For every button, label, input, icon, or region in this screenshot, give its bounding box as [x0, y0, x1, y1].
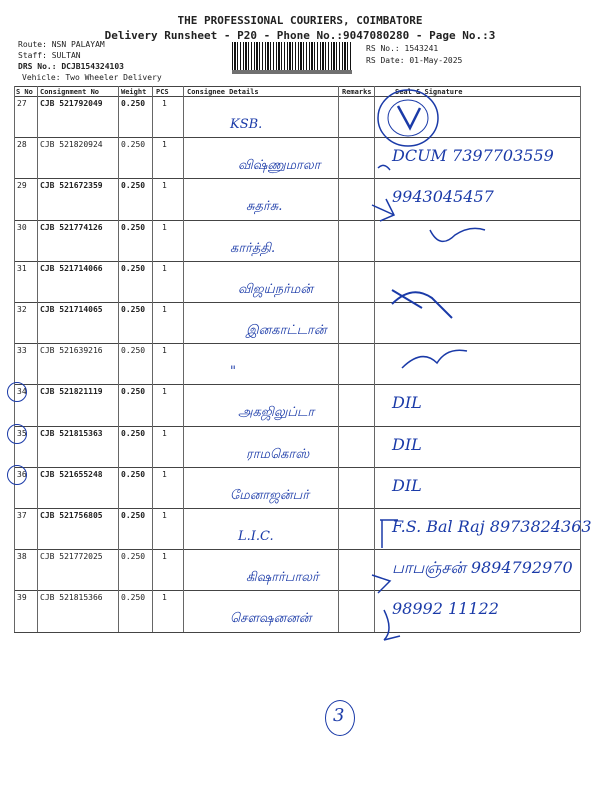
row-pcs: 1 [162, 552, 167, 561]
row-sno: 38 [17, 552, 27, 561]
row-pcs: 1 [162, 264, 167, 273]
col-header-consignment: Consignment No [40, 88, 100, 96]
row-consignee: " [230, 364, 236, 379]
row-pcs: 1 [162, 346, 167, 355]
row-sno: 36 [17, 470, 27, 479]
row-weight: 0.250 [121, 181, 146, 190]
row-sno: 30 [17, 223, 27, 232]
col-header-pcs: PCS [156, 88, 169, 96]
row-consignment-no: CJB 521815363 [40, 429, 103, 438]
drs-label: DRS No.: DCJB154324103 [18, 62, 124, 71]
company-title: THE PROFESSIONAL COURIERS, COIMBATORE [177, 14, 423, 27]
row-pcs: 1 [162, 511, 167, 520]
row-pcs: 1 [162, 593, 167, 602]
row-weight: 0.250 [121, 429, 146, 438]
row-consignment-no: CJB 521655248 [40, 470, 103, 479]
col-header-consignee: Consignee Details [187, 88, 259, 96]
row-pcs: 1 [162, 181, 167, 190]
row-signature: DIL [392, 393, 422, 412]
col-header-sno: S No [16, 88, 33, 96]
runsheet-subtitle: Delivery Runsheet - P20 - Phone No.:9047080280 - Page No.:3 [104, 29, 496, 42]
row-consignment-no: CJB 521772025 [40, 552, 103, 561]
col-header-remarks: Remarks [342, 88, 372, 96]
row-signature: 9943045457 [392, 187, 494, 206]
row-consignment-no: CJB 521756805 [40, 511, 103, 520]
row-consignment-no: CJB 521815366 [40, 593, 103, 602]
row-weight: 0.250 [121, 552, 146, 561]
rs-no-label: RS No.: 1543241 [366, 44, 439, 53]
row-consignee: KSB. [230, 117, 263, 132]
row-consignment-no: CJB 521820924 [40, 140, 103, 149]
row-pcs: 1 [162, 387, 167, 396]
row-consignee: சுதர்சு. [246, 199, 283, 214]
row-consignment-no: CJB 521714065 [40, 305, 103, 314]
row-weight: 0.250 [121, 305, 146, 314]
row-weight: 0.250 [121, 140, 146, 149]
row-consignee: கார்த்தி. [230, 241, 276, 256]
route-label: Route: NSN PALAYAM [18, 40, 105, 49]
col-header-weight: Weight [121, 88, 147, 96]
rs-date-label: RS Date: 01-May-2025 [366, 56, 463, 65]
row-signature: DIL [392, 435, 422, 454]
col-header-signature: Seal & Signature [395, 88, 463, 96]
row-consignee: இனகாட்டான் [246, 323, 327, 338]
row-sno: 32 [17, 305, 27, 314]
row-consignment-no: CJB 521639216 [40, 346, 103, 355]
row-consignee: மேனாஜன்பர் [230, 488, 310, 503]
row-signature: பாபஞ்சன் 9894792970 [392, 558, 573, 577]
row-signature: 98992 11122 [392, 599, 499, 618]
vehicle-label: Vehicle: Two Wheeler Delivery [22, 73, 162, 82]
row-weight: 0.250 [121, 99, 146, 108]
row-sno: 31 [17, 264, 27, 273]
row-weight: 0.250 [121, 511, 146, 520]
row-weight: 0.250 [121, 264, 146, 273]
page-mark: 3 [333, 705, 345, 726]
row-sno: 29 [17, 181, 27, 190]
row-sno: 34 [17, 387, 27, 396]
row-consignee: L.I.C. [238, 529, 274, 544]
row-signature: DIL [392, 476, 422, 495]
row-consignee: விஷ்ணுமாலா [238, 158, 321, 173]
row-signature: DCUM 7397703559 [392, 146, 554, 165]
row-weight: 0.250 [121, 387, 146, 396]
row-pcs: 1 [162, 140, 167, 149]
row-sno: 33 [17, 346, 27, 355]
row-pcs: 1 [162, 429, 167, 438]
row-weight: 0.250 [121, 346, 146, 355]
row-sno: 35 [17, 429, 27, 438]
row-pcs: 1 [162, 223, 167, 232]
row-consignment-no: CJB 521774126 [40, 223, 103, 232]
row-consignment-no: CJB 521672359 [40, 181, 103, 190]
row-weight: 0.250 [121, 593, 146, 602]
row-consignment-no: CJB 521821119 [40, 387, 103, 396]
row-sno: 37 [17, 511, 27, 520]
row-sno: 28 [17, 140, 27, 149]
row-consignee: ராமகொஸ் [246, 447, 310, 462]
row-pcs: 1 [162, 99, 167, 108]
row-pcs: 1 [162, 470, 167, 479]
row-consignment-no: CJB 521792049 [40, 99, 103, 108]
staff-label: Staff: SULTAN [18, 51, 81, 60]
row-consignee: சௌஷனனன் [230, 611, 312, 626]
row-consignee: கிஷார்பாலர் [246, 570, 319, 585]
row-weight: 0.250 [121, 470, 146, 479]
row-pcs: 1 [162, 305, 167, 314]
row-weight: 0.250 [121, 223, 146, 232]
row-sno: 39 [17, 593, 27, 602]
row-consignee: விஜய்நர்மன் [238, 282, 313, 297]
row-signature: F.S. Bal Raj 8973824363 [392, 517, 592, 536]
row-consignee: அகஜிலுப்டா [238, 405, 315, 420]
row-sno: 27 [17, 99, 27, 108]
row-consignment-no: CJB 521714066 [40, 264, 103, 273]
